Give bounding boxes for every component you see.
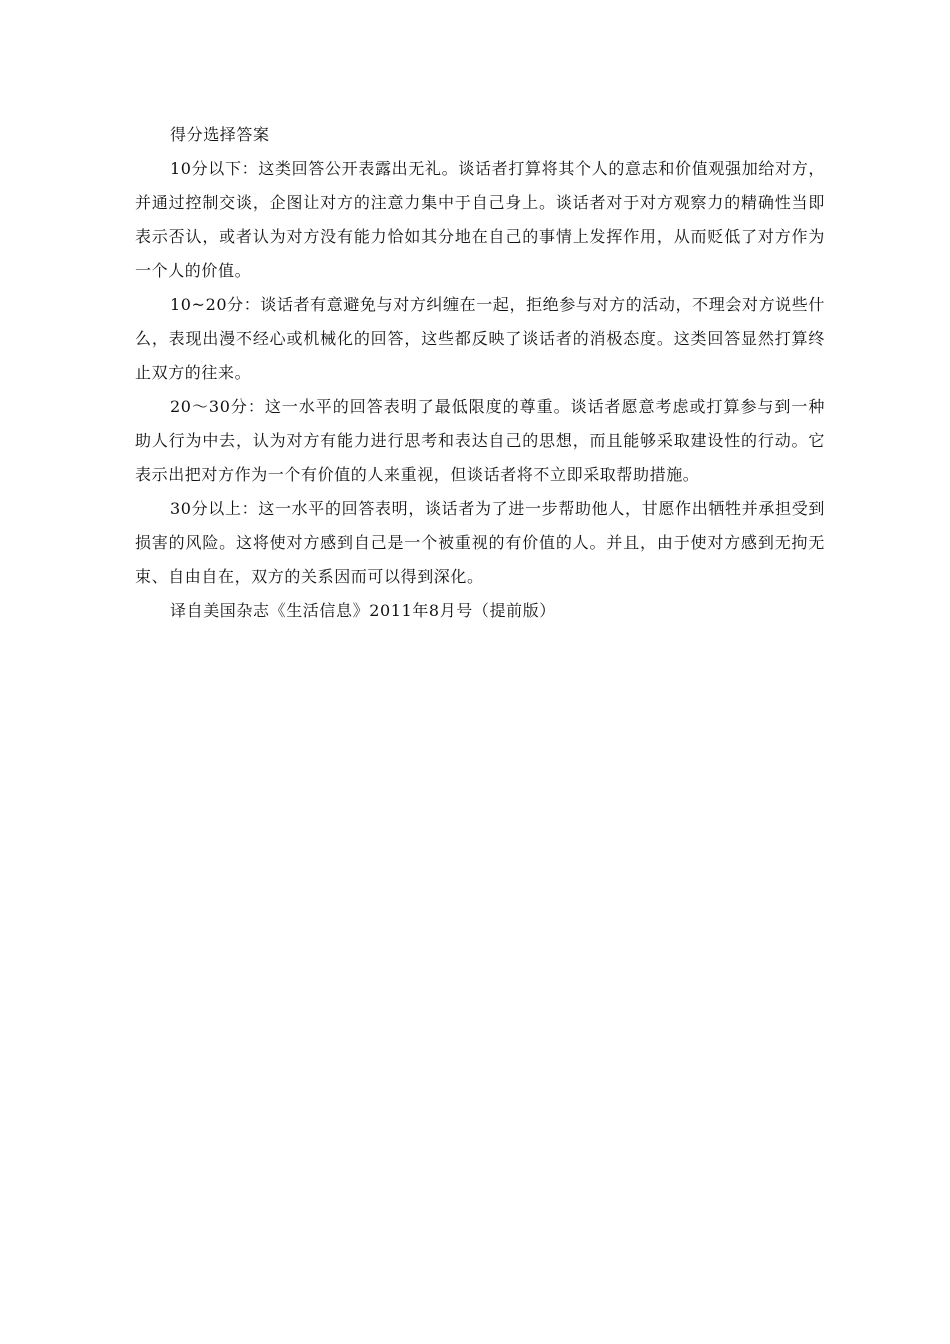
paragraph-above-30: 30分以上：这一水平的回答表明，谈话者为了进一步帮助他人，甘愿作出牺牲并承担受到损害的风险。这将使对方感到自己是一个被重视的有价值的人。并且，由于使对方感到无拘无束、自由自在，双方的关系因而可以得到深化。 bbox=[135, 499, 825, 586]
source-citation: 译自美国杂志《生活信息》2011年8月号（提前版） bbox=[170, 601, 556, 620]
section-heading: 得分选择答案 bbox=[170, 125, 270, 144]
paragraph-below-10: 10分以下：这类回答公开表露出无礼。谈话者打算将其个人的意志和价值观强加给对方，并通过控制交谈，企图让对方的注意力集中于自己身上。谈话者对于对方观察力的精确性当即表示否认，或者认为对方没有能力恰如其分地在自己的事情上发挥作用，从而贬低了对方作为一个人的价值。 bbox=[135, 159, 825, 280]
document-body bbox=[135, 118, 825, 628]
paragraph-10-20: 10~20分：谈话者有意避免与对方纠缠在一起，拒绝参与对方的活动，不理会对方说些什么，表现出漫不经心或机械化的回答，这些都反映了谈话者的消极态度。这类回答显然打算终止双方的往来。 bbox=[135, 295, 825, 382]
paragraph-20-30: 20～30分：这一水平的回答表明了最低限度的尊重。谈话者愿意考虑或打算参与到一种助人行为中去，认为对方有能力进行思考和表达自己的思想，而且能够采取建设性的行动。它表示出把对方作为一个有价值的人来重视，但谈话者将不立即采取帮助措施。 bbox=[135, 397, 825, 484]
